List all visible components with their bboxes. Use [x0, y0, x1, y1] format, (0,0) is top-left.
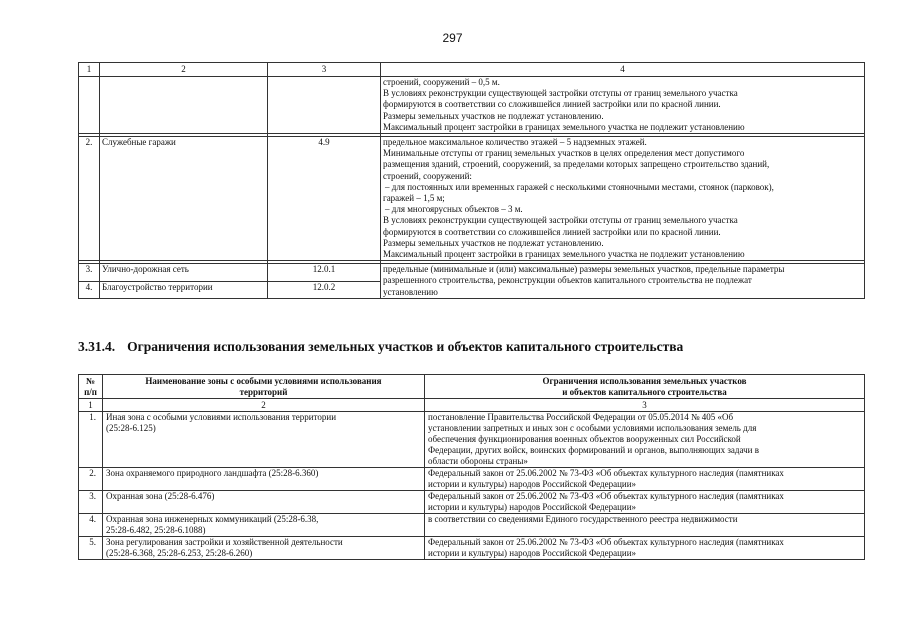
text-line: Максимальный процент застройки в границах земельного участка не подлежит установлению	[383, 249, 745, 260]
header-number: № п/п	[79, 375, 103, 399]
column-number-3: 3	[425, 399, 865, 412]
column-numbers-row	[79, 399, 865, 412]
column-number-3: 3	[268, 63, 381, 77]
restriction-text: в соответствии со сведениями Единого государственного реестра недвижимости	[425, 514, 865, 537]
zone-name: Охранная зона (25:28-6.476)	[103, 491, 425, 514]
use-name: Улично-дорожная сеть	[100, 264, 268, 281]
column-number-1: 1	[79, 399, 103, 412]
use-name: Служебные гаражи	[100, 137, 268, 261]
parameters-table	[78, 62, 865, 299]
row-number: 2.	[79, 468, 103, 491]
restriction-text: Федеральный закон от 25.06.2002 № 73-ФЗ «Об объектах культурного наследия (памятниках истории и культуры) народов Российской Федерации»	[425, 491, 865, 514]
text-line: – для постоянных или временных гаражей с несколькими стояночными местами, стоянок (парковок),	[385, 181, 774, 192]
table-row-continuation	[79, 77, 865, 134]
table-row	[79, 468, 865, 491]
table-header-row	[79, 375, 865, 399]
row-number: 3.	[79, 491, 103, 514]
table-row	[79, 264, 865, 281]
table-row	[79, 412, 865, 468]
section-number: 3.31.4.	[78, 339, 116, 354]
parameters-cell	[381, 77, 865, 134]
use-name: Благоустройство территории	[100, 281, 268, 298]
row-number: 4.	[79, 514, 103, 537]
table-header-row	[79, 63, 865, 77]
restrictions-table	[78, 374, 865, 560]
use-code: 12.0.1	[268, 264, 381, 281]
row-number: 2.	[79, 137, 100, 261]
text-line: Размеры земельных участков не подлежат установлению.	[383, 110, 604, 121]
column-number-2: 2	[103, 399, 425, 412]
table-row	[79, 514, 865, 537]
restriction-text: постановление Правительства Российской Федерации от 05.05.2014 № 405 «Об установлении запретных и иных зон с особыми условиями использования земель для обеспечения функционирования военных объектов вооруженных сил Российской Федерации, других войск, воинских формирований и органов, выполняющих задачи в области обороны страны»	[425, 412, 865, 468]
text-line: установлению	[383, 286, 438, 297]
table-row	[79, 491, 865, 514]
restriction-text: Федеральный закон от 25.06.2002 № 73-ФЗ «Об объектах культурного наследия (памятниках истории и культуры) народов Российской Федерации»	[425, 537, 865, 560]
header-zone-name: Наименование зоны с особыми условиями использования территорий	[103, 375, 425, 399]
text-line: формируются в соответствии со сложившейся линией застройки или по красной линии.	[383, 99, 721, 110]
section-heading	[78, 339, 683, 355]
text-line: В условиях реконструкции существующей застройки отступы от границ земельного участка	[383, 88, 738, 99]
table-row	[79, 137, 865, 261]
cell-empty	[268, 77, 381, 134]
text-line: разрешенного строительства, реконструкции объектов капитального строительства не подлежат	[383, 275, 752, 286]
parameters-cell	[381, 137, 865, 261]
page-number: 297	[442, 31, 463, 45]
table-row	[79, 537, 865, 560]
row-number: 3.	[79, 264, 100, 281]
row-number: 5.	[79, 537, 103, 560]
text-line: гаражей – 1,5 м;	[383, 193, 445, 204]
text-line: Размеры земельных участков не подлежат установлению.	[383, 237, 604, 248]
restriction-text: Федеральный закон от 25.06.2002 № 73-ФЗ «Об объектах культурного наследия (памятниках истории и культуры) народов Российской Федерации»	[425, 468, 865, 491]
text-line: размещения зданий, строений, сооружений, за пределами которых запрещено строительство зданий,	[383, 159, 770, 170]
header-restrictions: Ограничения использования земельных участков и объектов капитального строительства	[425, 375, 865, 399]
text-line: предельные (минимальные и (или) максимальные) размеры земельных участков, предельные параметры	[383, 264, 785, 275]
text-line: – для многоярусных объектов – 3 м.	[385, 204, 523, 215]
text-line: строений, сооружений:	[383, 170, 472, 181]
column-number-2: 2	[100, 63, 268, 77]
text-line: В условиях реконструкции существующей застройки отступы от границ земельного участка	[383, 215, 738, 226]
text-line: Минимальные отступы от границ земельных участков в целях определения мест допустимого	[383, 148, 745, 159]
column-number-1: 1	[79, 63, 100, 77]
use-code: 4.9	[268, 137, 381, 261]
row-number: 1.	[79, 412, 103, 468]
text-line: формируются в соответствии со сложившейся линией застройки или по красной линии.	[383, 226, 721, 237]
use-code: 12.0.2	[268, 281, 381, 298]
zone-name: Зона охраняемого природного ландшафта (25:28-6.360)	[103, 468, 425, 491]
zone-name: Охранная зона инженерных коммуникаций (25:28-6.38, 25:28-6.482, 25:28-6.1088)	[103, 514, 425, 537]
text-line: предельное максимальное количество этажей – 5 надземных этажей.	[383, 137, 647, 148]
zone-name: Зона регулирования застройки и хозяйственной деятельности (25:28-6.368, 25:28-6.253, 25:28-6.260)	[103, 537, 425, 560]
shared-parameters-cell	[381, 264, 865, 299]
cell-empty	[79, 77, 100, 134]
zone-name: Иная зона с особыми условиями использования территории (25:28-6.125)	[103, 412, 425, 468]
row-number: 4.	[79, 281, 100, 298]
column-number-4: 4	[381, 63, 865, 77]
text-line: Максимальный процент застройки в границах земельного участка не подлежит установлению	[383, 121, 745, 132]
section-title: Ограничения использования земельных участков и объектов капитального строительства	[127, 339, 684, 354]
text-line: строений, сооружений – 0,5 м.	[383, 77, 500, 87]
cell-empty	[100, 77, 268, 134]
